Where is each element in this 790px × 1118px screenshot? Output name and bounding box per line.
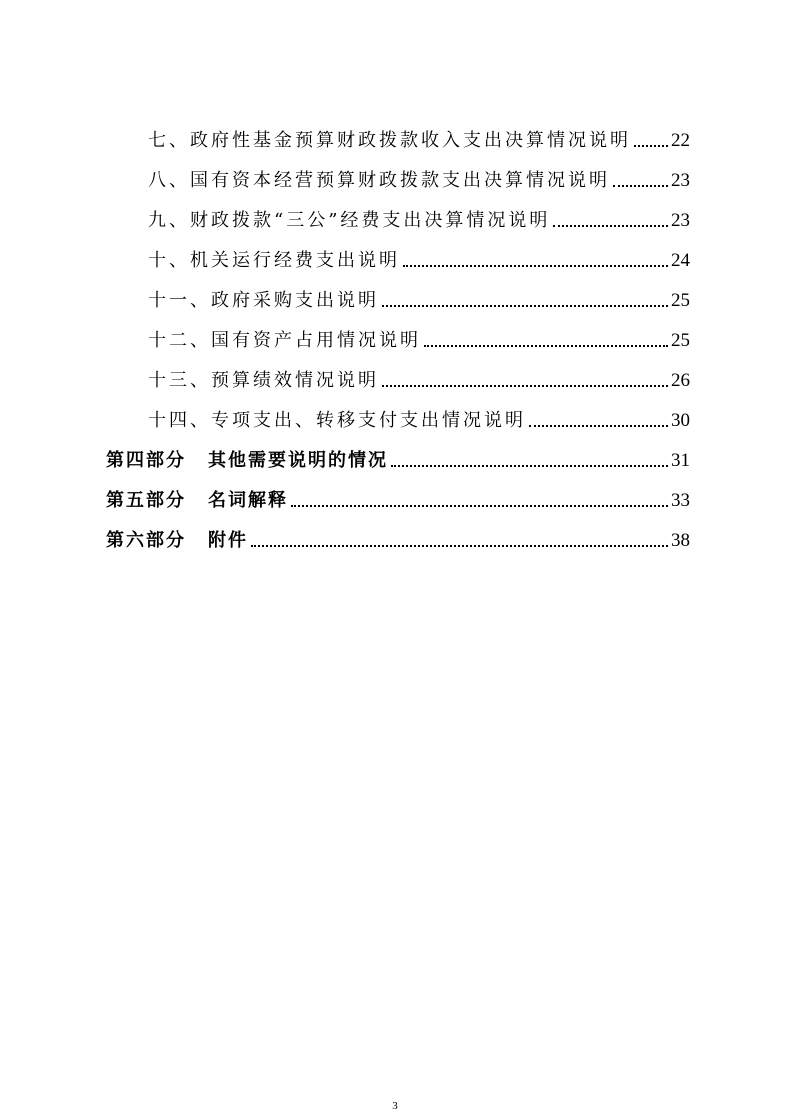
toc-entry[interactable] [148,324,690,352]
toc-entry-page: 22 [671,130,690,151]
toc-entry-title: 十四、专项支出、转移支付支出情况说明 [148,410,526,431]
toc-part-title [106,490,288,512]
toc-leader-dots [613,185,668,187]
toc-entry-title: 八、国有资本经营预算财政拨款支出决算情况说明 [148,170,610,191]
toc-entry-page: 23 [671,210,690,231]
toc-entry[interactable] [148,204,690,232]
toc-part-entry[interactable] [106,524,690,552]
toc-entry[interactable] [148,124,690,152]
toc-entry-title: 十、机关运行经费支出说明 [148,250,400,271]
page-number: 3 [392,1100,398,1112]
toc-entry-title: 十二、国有资产占用情况说明 [148,330,421,351]
toc-entry[interactable] [148,164,690,192]
toc-entry-page: 25 [671,330,690,351]
toc-part-label: 第四部分 [106,450,186,471]
toc-leader-dots [391,465,668,467]
toc-part-name: 名词解释 [208,490,288,511]
toc-leader-dots [424,345,668,347]
toc-leader-dots [251,545,668,547]
toc-entry[interactable] [148,244,690,272]
toc-part-label: 第六部分 [106,530,186,551]
toc-leader-dots [553,225,668,227]
toc-entry[interactable] [148,404,690,432]
toc-part-page: 31 [671,450,690,471]
toc-part-entry[interactable] [106,484,690,512]
toc-part-page: 38 [671,530,690,551]
toc-entry-page: 23 [671,170,690,191]
toc-entry-title: 七、政府性基金预算财政拨款收入支出决算情况说明 [148,130,631,151]
toc-leader-dots [634,145,668,147]
toc-part-name: 其他需要说明的情况 [208,450,388,471]
toc-entry-title: 十一、政府采购支出说明 [148,290,379,311]
toc-entry-page: 25 [671,290,690,311]
toc-entry[interactable] [148,284,690,312]
toc-leader-dots [291,505,668,507]
toc-part-name: 附件 [208,530,248,551]
toc-part-page: 33 [671,490,690,511]
toc-part-title [106,450,388,472]
toc-leader-dots [382,305,668,307]
toc-entry-page: 24 [671,250,690,271]
toc-leader-dots [529,425,668,427]
toc-entry-page: 30 [671,410,690,431]
toc-part-label: 第五部分 [106,490,186,511]
toc-entry[interactable] [148,364,690,392]
toc-part-entry[interactable] [106,444,690,472]
toc-entry-title: 九、财政拨款“三公”经费支出决算情况说明 [148,210,551,231]
toc-leader-dots [382,385,668,387]
toc-leader-dots [403,265,668,267]
toc-entry-title: 十三、预算绩效情况说明 [148,370,379,391]
toc-part-title [106,530,248,552]
toc-entry-page: 26 [671,370,690,391]
